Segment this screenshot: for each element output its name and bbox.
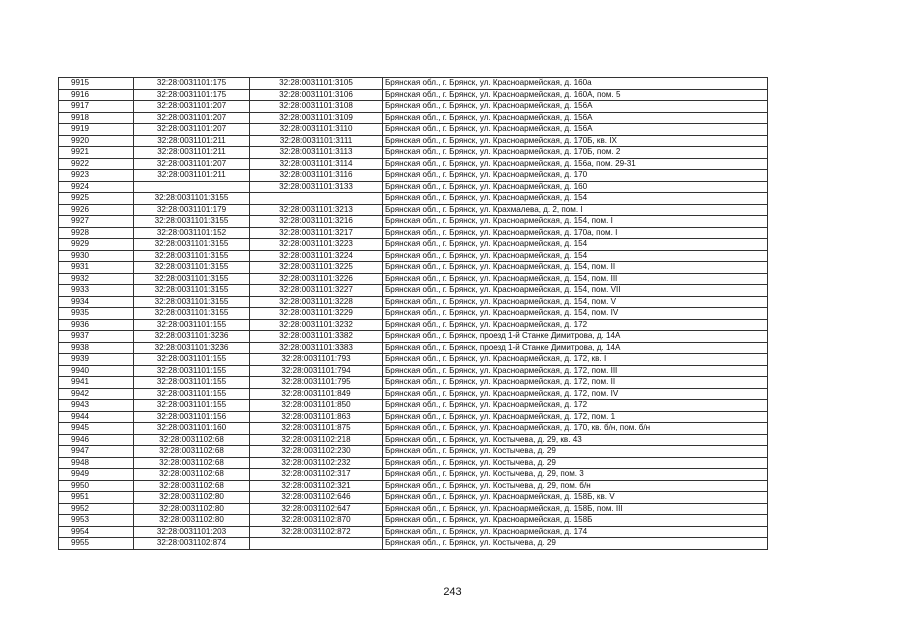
parent-cadastral-number-cell: 32:28:0031101:207: [134, 112, 250, 124]
row-number-cell: 9921: [59, 147, 134, 159]
parent-cadastral-number-cell: 32:28:0031101:3155: [134, 285, 250, 297]
address-cell: Брянская обл., г. Брянск, ул. Крахмалева, д. 2, пом. I: [383, 204, 768, 216]
address-cell: Брянская обл., г. Брянск, ул. Красноармейская, д. 154, пом. V: [383, 296, 768, 308]
cadastral-number-cell: 32:28:0031102:230: [250, 446, 383, 458]
address-cell: Брянская обл., г. Брянск, ул. Красноармейская, д. 160А, пом. 5: [383, 89, 768, 101]
cadastral-number-cell: 32:28:0031102:870: [250, 515, 383, 527]
address-cell: Брянская обл., г. Брянск, ул. Красноармейская, д. 170Б, кв. IX: [383, 135, 768, 147]
parent-cadastral-number-cell: 32:28:0031101:3155: [134, 273, 250, 285]
parent-cadastral-number-cell: 32:28:0031101:3155: [134, 296, 250, 308]
row-number-cell: 9920: [59, 135, 134, 147]
address-cell: Брянская обл., г. Брянск, ул. Красноармейская, д. 172, пом. II: [383, 377, 768, 389]
table-row: [59, 538, 768, 550]
table-row: [59, 434, 768, 446]
row-number-cell: 9943: [59, 400, 134, 412]
address-cell: Брянская обл., г. Брянск, ул. Красноармейская, д. 174: [383, 526, 768, 538]
table-row: [59, 400, 768, 412]
table-row: [59, 457, 768, 469]
row-number-cell: 9954: [59, 526, 134, 538]
cadastral-number-cell: 32:28:0031101:3108: [250, 101, 383, 113]
cadastral-number-cell: 32:28:0031101:875: [250, 423, 383, 435]
table-row: [59, 181, 768, 193]
address-cell: Брянская обл., г. Брянск, ул. Красноармейская, д. 154: [383, 193, 768, 205]
parent-cadastral-number-cell: 32:28:0031102:68: [134, 457, 250, 469]
cadastral-number-cell: 32:28:0031102:647: [250, 503, 383, 515]
cadastral-number-cell: [250, 193, 383, 205]
parent-cadastral-number-cell: 32:28:0031102:68: [134, 469, 250, 481]
parent-cadastral-number-cell: 32:28:0031101:155: [134, 365, 250, 377]
row-number-cell: 9932: [59, 273, 134, 285]
cadastral-number-cell: 32:28:0031101:849: [250, 388, 383, 400]
parent-cadastral-number-cell: 32:28:0031101:3155: [134, 262, 250, 274]
parent-cadastral-number-cell: 32:28:0031102:80: [134, 515, 250, 527]
row-number-cell: 9915: [59, 78, 134, 90]
parent-cadastral-number-cell: 32:28:0031102:80: [134, 503, 250, 515]
row-number-cell: 9928: [59, 227, 134, 239]
cadastral-number-cell: 32:28:0031101:3116: [250, 170, 383, 182]
parent-cadastral-number-cell: 32:28:0031101:207: [134, 101, 250, 113]
table-row: [59, 204, 768, 216]
table-row: [59, 296, 768, 308]
parent-cadastral-number-cell: 32:28:0031101:155: [134, 388, 250, 400]
address-cell: Брянская обл., г. Брянск, ул. Костычева, д. 29: [383, 538, 768, 550]
page-number: 243: [443, 586, 462, 598]
row-number-cell: 9948: [59, 457, 134, 469]
table-row: [59, 411, 768, 423]
table-row: [59, 135, 768, 147]
row-number-cell: 9934: [59, 296, 134, 308]
address-cell: Брянская обл., г. Брянск, ул. Красноармейская, д. 156А: [383, 124, 768, 136]
table-row: [59, 239, 768, 251]
cadastral-number-cell: 32:28:0031101:3213: [250, 204, 383, 216]
cadastral-number-cell: 32:28:0031101:3114: [250, 158, 383, 170]
table-row: [59, 331, 768, 343]
table-row: [59, 319, 768, 331]
table-row: [59, 273, 768, 285]
cadastral-number-cell: 32:28:0031102:872: [250, 526, 383, 538]
cadastral-number-cell: 32:28:0031102:321: [250, 480, 383, 492]
row-number-cell: 9936: [59, 319, 134, 331]
row-number-cell: 9927: [59, 216, 134, 228]
table-row: [59, 124, 768, 136]
parent-cadastral-number-cell: 32:28:0031102:80: [134, 492, 250, 504]
row-number-cell: 9937: [59, 331, 134, 343]
address-cell: Брянская обл., г. Брянск, ул. Красноармейская, д. 154, пом. VII: [383, 285, 768, 297]
address-cell: Брянская обл., г. Брянск, ул. Костычева, д. 29, пом. 3: [383, 469, 768, 481]
parent-cadastral-number-cell: 32:28:0031102:874: [134, 538, 250, 550]
parent-cadastral-number-cell: 32:28:0031101:179: [134, 204, 250, 216]
address-cell: Брянская обл., г. Брянск, ул. Красноармейская, д. 172, пом. IV: [383, 388, 768, 400]
address-cell: Брянская обл., г. Брянск, ул. Красноармейская, д. 154, пом. II: [383, 262, 768, 274]
cadastral-number-cell: 32:28:0031101:3228: [250, 296, 383, 308]
row-number-cell: 9929: [59, 239, 134, 251]
cadastral-number-cell: 32:28:0031102:218: [250, 434, 383, 446]
parent-cadastral-number-cell: 32:28:0031101:175: [134, 89, 250, 101]
parent-cadastral-number-cell: 32:28:0031102:68: [134, 480, 250, 492]
parent-cadastral-number-cell: 32:28:0031101:155: [134, 400, 250, 412]
address-cell: Брянская обл., г. Брянск, ул. Красноармейская, д. 160а: [383, 78, 768, 90]
row-number-cell: 9924: [59, 181, 134, 193]
parent-cadastral-number-cell: 32:28:0031101:155: [134, 354, 250, 366]
address-cell: Брянская обл., г. Брянск, ул. Красноармейская, д. 172, пом. III: [383, 365, 768, 377]
address-cell: Брянская обл., г. Брянск, ул. Красноармейская, д. 172, кв. I: [383, 354, 768, 366]
parent-cadastral-number-cell: 32:28:0031101:3155: [134, 193, 250, 205]
parent-cadastral-number-cell: [134, 181, 250, 193]
parent-cadastral-number-cell: 32:28:0031102:68: [134, 434, 250, 446]
cadastral-number-cell: 32:28:0031102:232: [250, 457, 383, 469]
cadastral-number-cell: 32:28:0031101:3383: [250, 342, 383, 354]
cadastral-number-cell: 32:28:0031102:317: [250, 469, 383, 481]
cadastral-number-cell: 32:28:0031101:3216: [250, 216, 383, 228]
table-row: [59, 101, 768, 113]
address-cell: Брянская обл., г. Брянск, ул. Красноармейская, д. 158Б, пом. III: [383, 503, 768, 515]
parent-cadastral-number-cell: 32:28:0031101:3155: [134, 308, 250, 320]
row-number-cell: 9949: [59, 469, 134, 481]
row-number-cell: 9944: [59, 411, 134, 423]
address-cell: Брянская обл., г. Брянск, ул. Красноармейская, д. 172, пом. 1: [383, 411, 768, 423]
address-cell: Брянская обл., г. Брянск, ул. Красноармейская, д. 170: [383, 170, 768, 182]
table-row: [59, 469, 768, 481]
address-cell: Брянская обл., г. Брянск, ул. Красноармейская, д. 170Б, пом. 2: [383, 147, 768, 159]
table-row: [59, 193, 768, 205]
cadastral-number-cell: 32:28:0031101:3223: [250, 239, 383, 251]
row-number-cell: 9938: [59, 342, 134, 354]
cadastral-number-cell: 32:28:0031101:863: [250, 411, 383, 423]
table-row: [59, 526, 768, 538]
row-number-cell: 9918: [59, 112, 134, 124]
cadastral-number-cell: 32:28:0031101:850: [250, 400, 383, 412]
address-cell: Брянская обл., г. Брянск, ул. Костычева, д. 29, кв. 43: [383, 434, 768, 446]
address-cell: Брянская обл., г. Брянск, ул. Красноармейская, д. 172: [383, 319, 768, 331]
cadastral-number-cell: 32:28:0031101:3106: [250, 89, 383, 101]
row-number-cell: 9917: [59, 101, 134, 113]
address-cell: Брянская обл., г. Брянск, ул. Красноармейская, д. 154, пом. III: [383, 273, 768, 285]
table-row: [59, 492, 768, 504]
parent-cadastral-number-cell: 32:28:0031101:160: [134, 423, 250, 435]
table-row: [59, 158, 768, 170]
cadastral-number-cell: 32:28:0031101:3227: [250, 285, 383, 297]
parent-cadastral-number-cell: 32:28:0031101:3155: [134, 239, 250, 251]
address-cell: Брянская обл., г. Брянск, ул. Красноармейская, д. 158Б: [383, 515, 768, 527]
table-row: [59, 515, 768, 527]
row-number-cell: 9951: [59, 492, 134, 504]
parent-cadastral-number-cell: 32:28:0031101:3236: [134, 331, 250, 343]
registry-table: [58, 77, 768, 550]
row-number-cell: 9925: [59, 193, 134, 205]
parent-cadastral-number-cell: 32:28:0031101:211: [134, 147, 250, 159]
address-cell: Брянская обл., г. Брянск, ул. Красноармейская, д. 156А: [383, 101, 768, 113]
table-row: [59, 480, 768, 492]
table-row: [59, 112, 768, 124]
row-number-cell: 9940: [59, 365, 134, 377]
parent-cadastral-number-cell: 32:28:0031101:3155: [134, 216, 250, 228]
parent-cadastral-number-cell: 32:28:0031101:155: [134, 319, 250, 331]
table-row: [59, 170, 768, 182]
address-cell: Брянская обл., г. Брянск, ул. Красноармейская, д. 156а, пом. 29-31: [383, 158, 768, 170]
row-number-cell: 9931: [59, 262, 134, 274]
cadastral-number-cell: 32:28:0031101:3224: [250, 250, 383, 262]
cadastral-number-cell: 32:28:0031101:3226: [250, 273, 383, 285]
table-row: [59, 342, 768, 354]
row-number-cell: 9933: [59, 285, 134, 297]
cadastral-number-cell: 32:28:0031101:3105: [250, 78, 383, 90]
table-row: [59, 446, 768, 458]
address-cell: Брянская обл., г. Брянск, ул. Красноармейская, д. 154: [383, 250, 768, 262]
parent-cadastral-number-cell: 32:28:0031101:155: [134, 377, 250, 389]
row-number-cell: 9953: [59, 515, 134, 527]
cadastral-number-cell: 32:28:0031101:3382: [250, 331, 383, 343]
parent-cadastral-number-cell: 32:28:0031101:211: [134, 170, 250, 182]
parent-cadastral-number-cell: 32:28:0031101:207: [134, 158, 250, 170]
address-cell: Брянская обл., г. Брянск, ул. Красноармейская, д. 154: [383, 239, 768, 251]
table-row: [59, 285, 768, 297]
parent-cadastral-number-cell: 32:28:0031101:3155: [134, 250, 250, 262]
parent-cadastral-number-cell: 32:28:0031101:156: [134, 411, 250, 423]
table-row: [59, 78, 768, 90]
row-number-cell: 9923: [59, 170, 134, 182]
row-number-cell: 9947: [59, 446, 134, 458]
table-row: [59, 227, 768, 239]
row-number-cell: 9922: [59, 158, 134, 170]
row-number-cell: 9919: [59, 124, 134, 136]
cadastral-number-cell: 32:28:0031101:3217: [250, 227, 383, 239]
parent-cadastral-number-cell: 32:28:0031101:175: [134, 78, 250, 90]
address-cell: Брянская обл., г. Брянск, проезд 1-й Станке Димитрова, д. 14А: [383, 342, 768, 354]
row-number-cell: 9942: [59, 388, 134, 400]
address-cell: Брянская обл., г. Брянск, ул. Красноармейская, д. 170а, пом. I: [383, 227, 768, 239]
parent-cadastral-number-cell: 32:28:0031101:152: [134, 227, 250, 239]
cadastral-number-cell: 32:28:0031101:3229: [250, 308, 383, 320]
cadastral-number-cell: 32:28:0031101:3113: [250, 147, 383, 159]
parent-cadastral-number-cell: 32:28:0031101:211: [134, 135, 250, 147]
address-cell: Брянская обл., г. Брянск, ул. Красноармейская, д. 158Б, кв. V: [383, 492, 768, 504]
table-row: [59, 365, 768, 377]
cadastral-number-cell: 32:28:0031101:3232: [250, 319, 383, 331]
parent-cadastral-number-cell: 32:28:0031102:68: [134, 446, 250, 458]
address-cell: Брянская обл., г. Брянск, ул. Костычева, д. 29, пом. б/н: [383, 480, 768, 492]
parent-cadastral-number-cell: 32:28:0031101:203: [134, 526, 250, 538]
cadastral-number-cell: 32:28:0031101:795: [250, 377, 383, 389]
table-row: [59, 503, 768, 515]
table-row: [59, 250, 768, 262]
row-number-cell: 9955: [59, 538, 134, 550]
cadastral-number-cell: 32:28:0031101:3111: [250, 135, 383, 147]
row-number-cell: 9930: [59, 250, 134, 262]
table-row: [59, 147, 768, 159]
cadastral-number-cell: 32:28:0031102:646: [250, 492, 383, 504]
parent-cadastral-number-cell: 32:28:0031101:3236: [134, 342, 250, 354]
table-row: [59, 354, 768, 366]
address-cell: Брянская обл., г. Брянск, ул. Красноармейская, д. 172: [383, 400, 768, 412]
address-cell: Брянская обл., г. Брянск, ул. Красноармейская, д. 156А: [383, 112, 768, 124]
address-cell: Брянская обл., г. Брянск, ул. Костычева, д. 29: [383, 457, 768, 469]
row-number-cell: 9946: [59, 434, 134, 446]
row-number-cell: 9926: [59, 204, 134, 216]
table-row: [59, 388, 768, 400]
row-number-cell: 9950: [59, 480, 134, 492]
address-cell: Брянская обл., г. Брянск, ул. Костычева, д. 29: [383, 446, 768, 458]
cadastral-number-cell: 32:28:0031101:3225: [250, 262, 383, 274]
cadastral-number-cell: 32:28:0031101:3133: [250, 181, 383, 193]
row-number-cell: 9935: [59, 308, 134, 320]
address-cell: Брянская обл., г. Брянск, проезд 1-й Станке Димитрова, д. 14А: [383, 331, 768, 343]
cadastral-number-cell: 32:28:0031101:794: [250, 365, 383, 377]
cadastral-number-cell: 32:28:0031101:3109: [250, 112, 383, 124]
table-row: [59, 262, 768, 274]
registry-table-body: [59, 78, 768, 550]
table-row: [59, 89, 768, 101]
row-number-cell: 9941: [59, 377, 134, 389]
table-row: [59, 216, 768, 228]
table-row: [59, 308, 768, 320]
cadastral-number-cell: 32:28:0031101:793: [250, 354, 383, 366]
address-cell: Брянская обл., г. Брянск, ул. Красноармейская, д. 170, кв. б/н, пом. б/н: [383, 423, 768, 435]
row-number-cell: 9939: [59, 354, 134, 366]
table-row: [59, 377, 768, 389]
cadastral-number-cell: 32:28:0031101:3110: [250, 124, 383, 136]
row-number-cell: 9916: [59, 89, 134, 101]
row-number-cell: 9945: [59, 423, 134, 435]
address-cell: Брянская обл., г. Брянск, ул. Красноармейская, д. 154, пом. I: [383, 216, 768, 228]
table-row: [59, 423, 768, 435]
parent-cadastral-number-cell: 32:28:0031101:207: [134, 124, 250, 136]
address-cell: Брянская обл., г. Брянск, ул. Красноармейская, д. 154, пом. IV: [383, 308, 768, 320]
row-number-cell: 9952: [59, 503, 134, 515]
cadastral-number-cell: [250, 538, 383, 550]
address-cell: Брянская обл., г. Брянск, ул. Красноармейская, д. 160: [383, 181, 768, 193]
